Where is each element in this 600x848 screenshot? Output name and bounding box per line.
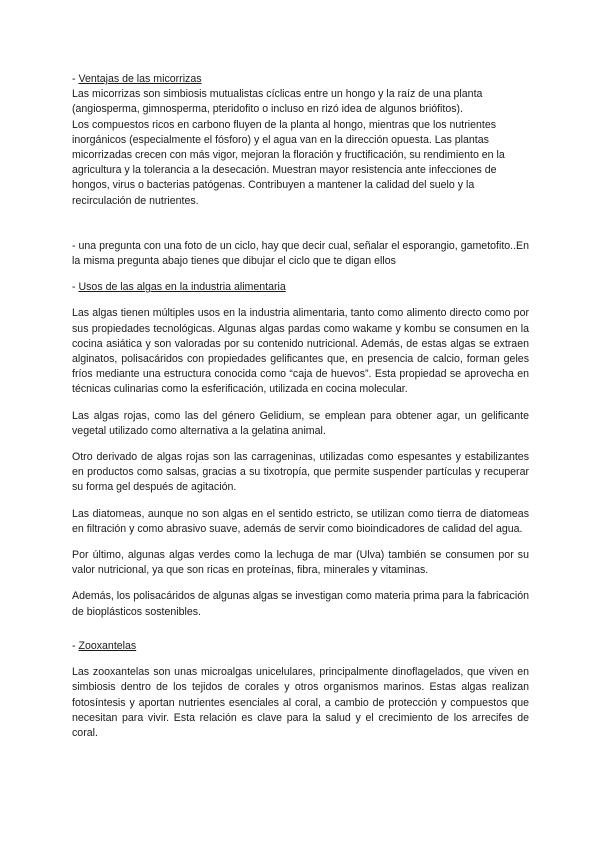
heading-micorrizas: [72, 72, 529, 87]
heading-title-micorrizas: Ventajas de las micorrizas: [78, 73, 202, 85]
heading-dash: -: [72, 73, 79, 85]
paragraph-pregunta: - una pregunta con una foto de un ciclo, hay que decir cual, señalar el esporangio, gametofito..En la misma pregunta abajo tienes que dibujar el ciclo que te digan ellos: [72, 239, 530, 268]
paragraph-zooxantelas-1: Las zooxantelas son unas microalgas unicelulares, principalmente dinoflagelados, que viven en simbiosis dentro de los tejidos de corales y otros organismos marinos. Estas algas realizan fotosíntesis y aportan nutrientes esenciales al coral, a cambio de protección y compuestos que necesitan para vivir. Esta relación es clave para la salud y el crecimiento de los arrecifes de coral.: [72, 666, 529, 739]
heading-dash: -: [72, 639, 79, 652]
document-page: [72, 72, 529, 741]
paragraph-algas-6: Además, los polisacáridos de algunas algas se investigan como materia prima para la fabricación de bioplásticos sostenibles.: [72, 590, 529, 618]
paragraph-algas-3: Otro derivado de algas rojas son las carrageninas, utilizadas como espesantes y estabilizantes en productos como salsas, gracias a su tixotropía, que permite suspender partículas y recuperar su forma gel después de agitación.: [72, 451, 529, 494]
heading-zooxantelas: [72, 639, 529, 654]
paragraph-algas-5: Por último, algunas algas verdes como la lechuga de mar (Ulva) también se consumen por su valor nutricional, ya que son ricas en proteínas, fibra, minerales y vitaminas.: [72, 549, 529, 577]
paragraph-micorrizas-2: Los compuestos ricos en carbono fluyen de la planta al hongo, mientras que los nutrientes inorgánicos (especialmente el fósforo) y el agua van en la dirección opuesta. Las plantas micorrizadas crecen con más vigor, mejoran la floración y fructificación, su rendimiento en la agricultura y la tolerancia a la desecación. Muestran mayor resistencia ante infecciones de hongos, virus o bacterias patógenas. Contribuyen a mantener la calidad del suelo y la recirculación de nutrientes.: [72, 118, 505, 207]
heading-title-zooxantelas: Zooxantelas: [78, 639, 137, 652]
paragraph-algas-2: Las algas rojas, como las del género Gelidium, se emplean para obtener agar, un gelificante vegetal utilizado como alternativa a la gelatina animal.: [72, 409, 529, 437]
heading-title-algas: Usos de las algas en la industria alimentaria: [78, 281, 286, 294]
heading-dash: -: [72, 281, 79, 294]
paragraph-algas-1: Las algas tienen múltiples usos en la industria alimentaria, tanto como alimento directo como por sus propiedades tecnológicas. Algunas algas pardas como wakame y kombu se consumen en la cocina asiática y son valoradas por su contenido nutricional. Además, de estas algas se extraen alginatos, polisacáridos con propiedades gelificantes que, en presencia de calcio, forman geles fríos mediante una estructura conocida como “caja de huevos”. Esta propiedad se aprovecha en técnicas culinarias como la esferificación, utilizada en cocina molecular.: [72, 307, 529, 396]
paragraph-micorrizas-1: Las micorrizas son simbiosis mutualistas cíclicas entre un hongo y la raíz de una planta (angiosperma, gimnosperma, pteridofito o incluso en rizó idea de algunos briófitos).: [72, 88, 483, 116]
paragraph-algas-4: Las diatomeas, aunque no son algas en el sentido estricto, se utilizan como tierra de diatomeas en filtración y como abrasivo suave, además de servir como bioindicadores de calidad del agua.: [72, 507, 529, 535]
heading-algas: [72, 280, 529, 295]
